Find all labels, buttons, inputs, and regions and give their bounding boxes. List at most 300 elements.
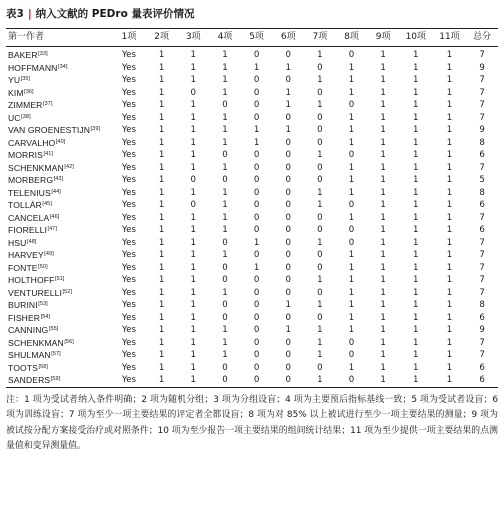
total-score-cell: 6 xyxy=(479,375,485,385)
author-cell xyxy=(6,47,112,62)
total-score-cell: 8 xyxy=(479,300,485,310)
score-cell: 0 xyxy=(285,237,291,248)
author-cell xyxy=(6,374,112,387)
score-cell: 0 xyxy=(317,62,323,73)
header-column: 10项 xyxy=(399,29,433,47)
score-cell: Yes xyxy=(122,312,136,323)
score-cell: 1 xyxy=(158,100,165,110)
score-cell: 1 xyxy=(222,187,228,198)
score-cell: 1 xyxy=(380,300,386,310)
score-cell: 0 xyxy=(285,200,291,210)
header-column: 1项 xyxy=(112,29,146,47)
score-cell: 1 xyxy=(190,212,197,223)
author-name: HOFFMANN xyxy=(8,62,58,73)
header-column: 11项 xyxy=(433,29,467,47)
author-name: TOOTS xyxy=(8,362,38,373)
author-cell xyxy=(6,224,112,237)
table-row xyxy=(6,224,498,237)
author-cell xyxy=(6,112,112,125)
table-row xyxy=(6,74,498,87)
score-cell: 0 xyxy=(253,75,260,85)
author-cell xyxy=(6,349,112,362)
score-cell: 1 xyxy=(380,250,386,260)
score-cell: 0 xyxy=(285,312,291,323)
score-cell: 0 xyxy=(348,225,355,235)
score-cell: 0 xyxy=(285,337,291,348)
score-cell: 1 xyxy=(413,150,419,160)
score-cell: Yes xyxy=(122,225,136,235)
total-score-cell: 7 xyxy=(479,337,485,348)
score-cell: 1 xyxy=(446,200,453,210)
score-cell: 1 xyxy=(380,350,386,360)
score-cell: 1 xyxy=(158,300,165,310)
score-cell: 1 xyxy=(380,112,386,123)
score-cell: 0 xyxy=(317,137,323,148)
score-cell: 1 xyxy=(413,50,419,60)
reference-number: [59] xyxy=(50,376,61,382)
score-cell: 1 xyxy=(190,150,197,160)
score-cell: 1 xyxy=(158,237,165,248)
score-cell: 1 xyxy=(222,75,228,85)
score-cell: 1 xyxy=(446,225,453,235)
score-cell: 1 xyxy=(190,300,197,310)
table-body xyxy=(6,47,498,388)
score-cell: 1 xyxy=(190,50,197,60)
header-column: 7项 xyxy=(304,29,336,47)
total-score-cell: 6 xyxy=(479,200,485,210)
author-cell xyxy=(6,324,112,337)
score-cell: 1 xyxy=(446,162,453,173)
score-cell: 0 xyxy=(348,150,355,160)
score-cell: 1 xyxy=(190,237,197,248)
score-cell: 1 xyxy=(222,87,228,98)
score-cell: 1 xyxy=(380,100,386,110)
score-cell: 1 xyxy=(380,212,386,223)
score-cell: 1 xyxy=(190,362,197,373)
score-cell: 1 xyxy=(285,87,291,98)
score-cell: 0 xyxy=(317,287,323,298)
score-cell: 1 xyxy=(380,175,386,185)
score-cell: 1 xyxy=(158,250,165,260)
score-cell: 1 xyxy=(380,337,386,348)
score-cell: 1 xyxy=(317,350,323,360)
score-cell: 0 xyxy=(285,225,291,235)
score-cell: 1 xyxy=(158,75,165,85)
table-row xyxy=(6,287,498,300)
author-cell xyxy=(6,337,112,350)
score-cell: 1 xyxy=(348,300,355,310)
score-cell: 1 xyxy=(158,200,165,210)
score-cell: 1 xyxy=(348,162,355,173)
score-cell: 1 xyxy=(446,362,453,373)
score-cell: 1 xyxy=(380,75,386,85)
score-cell: Yes xyxy=(122,262,136,273)
author-name: TOLLÁR xyxy=(8,200,42,210)
score-cell: 1 xyxy=(190,325,197,335)
author-cell xyxy=(6,274,112,287)
score-cell: 0 xyxy=(253,175,260,185)
total-score-cell: 7 xyxy=(479,87,485,98)
score-cell: 1 xyxy=(190,312,197,323)
reference-number: [49] xyxy=(44,251,54,257)
header-column: 4项 xyxy=(209,29,241,47)
author-cell xyxy=(6,362,112,375)
score-cell: 1 xyxy=(158,212,165,223)
score-cell: 1 xyxy=(380,150,386,160)
reference-number: [53] xyxy=(38,301,48,307)
score-cell: 1 xyxy=(222,137,228,148)
score-cell: 0 xyxy=(317,175,323,185)
score-cell: 0 xyxy=(348,237,355,248)
score-cell: 0 xyxy=(222,150,228,160)
score-cell: 1 xyxy=(158,137,165,148)
score-cell: 0 xyxy=(285,250,291,260)
pedro-scores-table xyxy=(6,28,498,388)
score-cell: 0 xyxy=(222,300,228,310)
score-cell: 1 xyxy=(413,200,419,210)
score-cell: 1 xyxy=(380,312,386,323)
score-cell: 1 xyxy=(446,137,453,148)
score-cell: 1 xyxy=(348,275,355,285)
score-cell: 0 xyxy=(285,50,291,60)
author-name: CANCELA xyxy=(8,212,50,223)
author-cell xyxy=(6,312,112,325)
score-cell: 1 xyxy=(190,187,197,198)
header-column: 6项 xyxy=(272,29,304,47)
author-cell xyxy=(6,149,112,162)
score-cell: 0 xyxy=(285,375,291,385)
score-cell: Yes xyxy=(122,237,136,248)
score-cell: 1 xyxy=(158,87,165,98)
score-cell: 1 xyxy=(190,275,197,285)
score-cell: 0 xyxy=(253,112,260,123)
reference-number: [54] xyxy=(40,313,51,320)
author-name: FONTE xyxy=(8,262,38,273)
score-cell: 1 xyxy=(158,275,165,285)
author-cell xyxy=(6,74,112,87)
score-cell: 1 xyxy=(380,50,386,60)
score-cell: 1 xyxy=(413,175,419,185)
score-cell: 1 xyxy=(413,350,419,360)
score-cell: 1 xyxy=(253,262,260,273)
header-column: 3项 xyxy=(177,29,209,47)
author-name: MORRIS xyxy=(8,150,43,160)
author-name: FISHER xyxy=(8,312,41,323)
score-cell: 1 xyxy=(348,75,355,85)
reference-number: [35] xyxy=(20,76,31,82)
score-cell: 1 xyxy=(158,112,165,123)
total-score-cell: 7 xyxy=(479,275,485,285)
score-cell: 0 xyxy=(285,262,291,273)
score-cell: Yes xyxy=(122,87,136,98)
score-cell: 1 xyxy=(446,325,453,335)
score-cell: 1 xyxy=(446,275,453,285)
score-cell: 1 xyxy=(253,237,260,248)
score-cell: 1 xyxy=(285,62,291,73)
score-cell: 1 xyxy=(413,287,419,298)
score-cell: 1 xyxy=(413,275,419,285)
score-cell: 0 xyxy=(285,350,291,360)
total-score-cell: 8 xyxy=(479,187,485,198)
score-cell: Yes xyxy=(122,187,136,198)
total-score-cell: 7 xyxy=(479,112,485,123)
score-cell: 1 xyxy=(380,187,386,198)
score-cell: 0 xyxy=(253,100,260,110)
reference-number: [36] xyxy=(24,88,34,95)
score-cell: Yes xyxy=(122,375,136,385)
table-row xyxy=(6,87,498,100)
table-row xyxy=(6,149,498,162)
score-cell: 0 xyxy=(317,162,323,173)
table-row xyxy=(6,262,498,275)
score-cell: 1 xyxy=(253,137,260,148)
author-name: BAKER xyxy=(8,50,38,60)
total-score-cell: 7 xyxy=(479,100,485,110)
total-score-cell: 9 xyxy=(479,62,485,73)
author-name: UC xyxy=(8,112,21,123)
score-cell: 0 xyxy=(253,337,260,348)
table-row xyxy=(6,312,498,325)
table-row xyxy=(6,137,498,150)
score-cell: 0 xyxy=(222,237,228,248)
score-cell: 1 xyxy=(413,112,419,123)
score-cell: 1 xyxy=(446,62,453,73)
score-cell: 0 xyxy=(285,212,291,223)
total-score-cell: 7 xyxy=(479,212,485,223)
score-cell: Yes xyxy=(122,75,136,85)
score-cell: 1 xyxy=(158,50,165,60)
score-cell: 0 xyxy=(222,100,228,110)
reference-number: [38] xyxy=(21,113,31,120)
score-cell: 1 xyxy=(446,75,453,85)
score-cell: 0 xyxy=(190,200,197,210)
score-cell: 1 xyxy=(190,100,197,110)
score-cell: 1 xyxy=(380,375,386,385)
table-row xyxy=(6,162,498,175)
score-cell: 1 xyxy=(190,62,197,73)
author-name: KIM xyxy=(8,87,24,98)
author-name: MORBERG xyxy=(8,175,54,185)
score-cell: 1 xyxy=(413,100,419,110)
author-cell xyxy=(6,287,112,300)
reference-number: [52] xyxy=(62,288,73,295)
score-cell: 1 xyxy=(158,375,165,385)
score-cell: 0 xyxy=(253,362,260,373)
reference-number: [56] xyxy=(64,338,74,345)
score-cell: 0 xyxy=(253,225,260,235)
author-cell xyxy=(6,237,112,250)
score-cell: Yes xyxy=(122,62,136,73)
score-cell: 1 xyxy=(380,325,386,335)
score-cell: 0 xyxy=(317,262,323,273)
score-cell: 1 xyxy=(222,325,228,335)
score-cell: 1 xyxy=(446,375,453,385)
score-cell: 1 xyxy=(446,50,453,60)
score-cell: 0 xyxy=(222,375,228,385)
score-cell: 1 xyxy=(158,350,165,360)
score-cell: 1 xyxy=(222,337,228,348)
author-name: CARVALHO xyxy=(8,137,56,148)
score-cell: 1 xyxy=(317,237,323,248)
author-cell xyxy=(6,262,112,275)
score-cell: 1 xyxy=(348,137,355,148)
author-cell xyxy=(6,87,112,100)
author-cell xyxy=(6,212,112,225)
score-cell: 1 xyxy=(348,112,355,123)
score-cell: 1 xyxy=(348,362,355,373)
score-cell: Yes xyxy=(122,362,136,373)
reference-number: [37] xyxy=(43,101,53,107)
score-cell: 1 xyxy=(190,287,197,298)
score-cell: 1 xyxy=(413,225,419,235)
table-row xyxy=(6,274,498,287)
score-cell: 0 xyxy=(253,250,260,260)
reference-number: [50] xyxy=(38,263,48,270)
score-cell: 0 xyxy=(317,87,323,98)
table-row xyxy=(6,212,498,225)
score-cell: 1 xyxy=(380,137,386,148)
score-cell: 1 xyxy=(190,262,197,273)
total-score-cell: 8 xyxy=(479,137,485,148)
score-cell: 1 xyxy=(158,125,165,135)
author-name: SANDERS xyxy=(8,375,51,385)
score-cell: 1 xyxy=(158,162,165,173)
table-row xyxy=(6,174,498,187)
table-caption xyxy=(6,6,498,22)
reference-number: [51] xyxy=(54,276,65,282)
author-cell xyxy=(6,62,112,75)
score-cell: 1 xyxy=(446,125,453,135)
author-name: SCHENKMAN xyxy=(8,162,64,173)
score-cell: 0 xyxy=(285,275,291,285)
score-cell: 0 xyxy=(285,112,291,123)
score-cell: 1 xyxy=(158,325,165,335)
table-number: 表3 xyxy=(6,8,24,20)
reference-number: [33] xyxy=(38,51,48,57)
reference-number: [48] xyxy=(26,238,37,245)
total-score-cell: 7 xyxy=(479,350,485,360)
score-cell: 1 xyxy=(413,337,419,348)
score-cell: 1 xyxy=(253,62,260,73)
score-cell: 1 xyxy=(446,287,453,298)
score-cell: 1 xyxy=(222,225,228,235)
table-row xyxy=(6,99,498,112)
score-cell: Yes xyxy=(122,112,136,123)
table-row xyxy=(6,199,498,212)
score-cell: 1 xyxy=(317,325,323,335)
header-column: 8项 xyxy=(336,29,368,47)
score-cell: 1 xyxy=(317,275,323,285)
table-row xyxy=(6,324,498,337)
score-cell: 0 xyxy=(253,50,260,60)
reference-number: [40] xyxy=(55,138,66,145)
score-cell: 0 xyxy=(190,87,197,98)
score-cell: 0 xyxy=(348,350,355,360)
author-cell xyxy=(6,137,112,150)
reference-number: [43] xyxy=(53,176,64,182)
score-cell: 1 xyxy=(158,150,165,160)
author-name: VENTURELLI xyxy=(8,287,63,298)
score-cell: 1 xyxy=(158,225,165,235)
total-score-cell: 7 xyxy=(479,287,485,298)
score-cell: 1 xyxy=(413,312,419,323)
score-cell: 1 xyxy=(222,200,228,210)
total-score-cell: 6 xyxy=(479,312,485,323)
score-cell: 1 xyxy=(413,375,419,385)
score-cell: Yes xyxy=(122,137,136,148)
total-score-cell: 7 xyxy=(479,262,485,273)
total-score-cell: 7 xyxy=(479,75,485,85)
table-row xyxy=(6,47,498,62)
score-cell: 1 xyxy=(158,287,165,298)
score-cell: 0 xyxy=(253,200,260,210)
score-cell: 0 xyxy=(190,175,197,185)
score-cell: 0 xyxy=(317,225,323,235)
author-cell xyxy=(6,99,112,112)
author-name: FIORELLI xyxy=(8,225,48,235)
score-cell: 1 xyxy=(446,187,453,198)
score-cell: 1 xyxy=(158,262,165,273)
score-cell: 1 xyxy=(190,350,197,360)
score-cell: 1 xyxy=(348,325,355,335)
score-cell: 0 xyxy=(253,187,260,198)
score-cell: 0 xyxy=(285,75,291,85)
score-cell: 0 xyxy=(285,287,291,298)
score-cell: 1 xyxy=(285,100,291,110)
score-cell: 1 xyxy=(348,312,355,323)
score-cell: 1 xyxy=(446,212,453,223)
score-cell: 1 xyxy=(446,175,453,185)
score-cell: 1 xyxy=(348,287,355,298)
score-cell: 0 xyxy=(285,187,291,198)
score-cell: 1 xyxy=(413,325,419,335)
author-name: SCHENKMAN xyxy=(8,337,64,348)
score-cell: 1 xyxy=(222,287,228,298)
score-cell: 1 xyxy=(222,162,228,173)
table-row xyxy=(6,62,498,75)
table-row xyxy=(6,112,498,125)
score-cell: 0 xyxy=(253,375,260,385)
score-cell: 1 xyxy=(446,312,453,323)
score-cell: 1 xyxy=(158,337,165,348)
score-cell: Yes xyxy=(122,250,136,260)
score-cell: 1 xyxy=(380,262,386,273)
score-cell: Yes xyxy=(122,275,136,285)
score-cell: 1 xyxy=(317,187,323,198)
score-cell: 0 xyxy=(317,125,323,135)
score-cell: 0 xyxy=(348,200,355,210)
score-cell: 1 xyxy=(190,337,197,348)
table-row xyxy=(6,124,498,137)
score-cell: 1 xyxy=(413,187,419,198)
total-score-cell: 6 xyxy=(479,150,485,160)
score-cell: 1 xyxy=(317,200,323,210)
score-cell: 0 xyxy=(285,162,291,173)
score-cell: 1 xyxy=(413,237,419,248)
score-cell: 1 xyxy=(317,300,323,310)
total-score-cell: 9 xyxy=(479,325,485,335)
author-name: VAN GROENESTIJN xyxy=(8,125,91,135)
score-cell: 1 xyxy=(413,212,419,223)
reference-number: [44] xyxy=(51,188,61,195)
score-cell: 1 xyxy=(190,375,197,385)
score-cell: 0 xyxy=(348,337,355,348)
score-cell: 1 xyxy=(446,237,453,248)
score-cell: 1 xyxy=(348,212,355,223)
header-column: 2项 xyxy=(146,29,178,47)
header-column: 9项 xyxy=(367,29,399,47)
score-cell: 0 xyxy=(253,150,260,160)
